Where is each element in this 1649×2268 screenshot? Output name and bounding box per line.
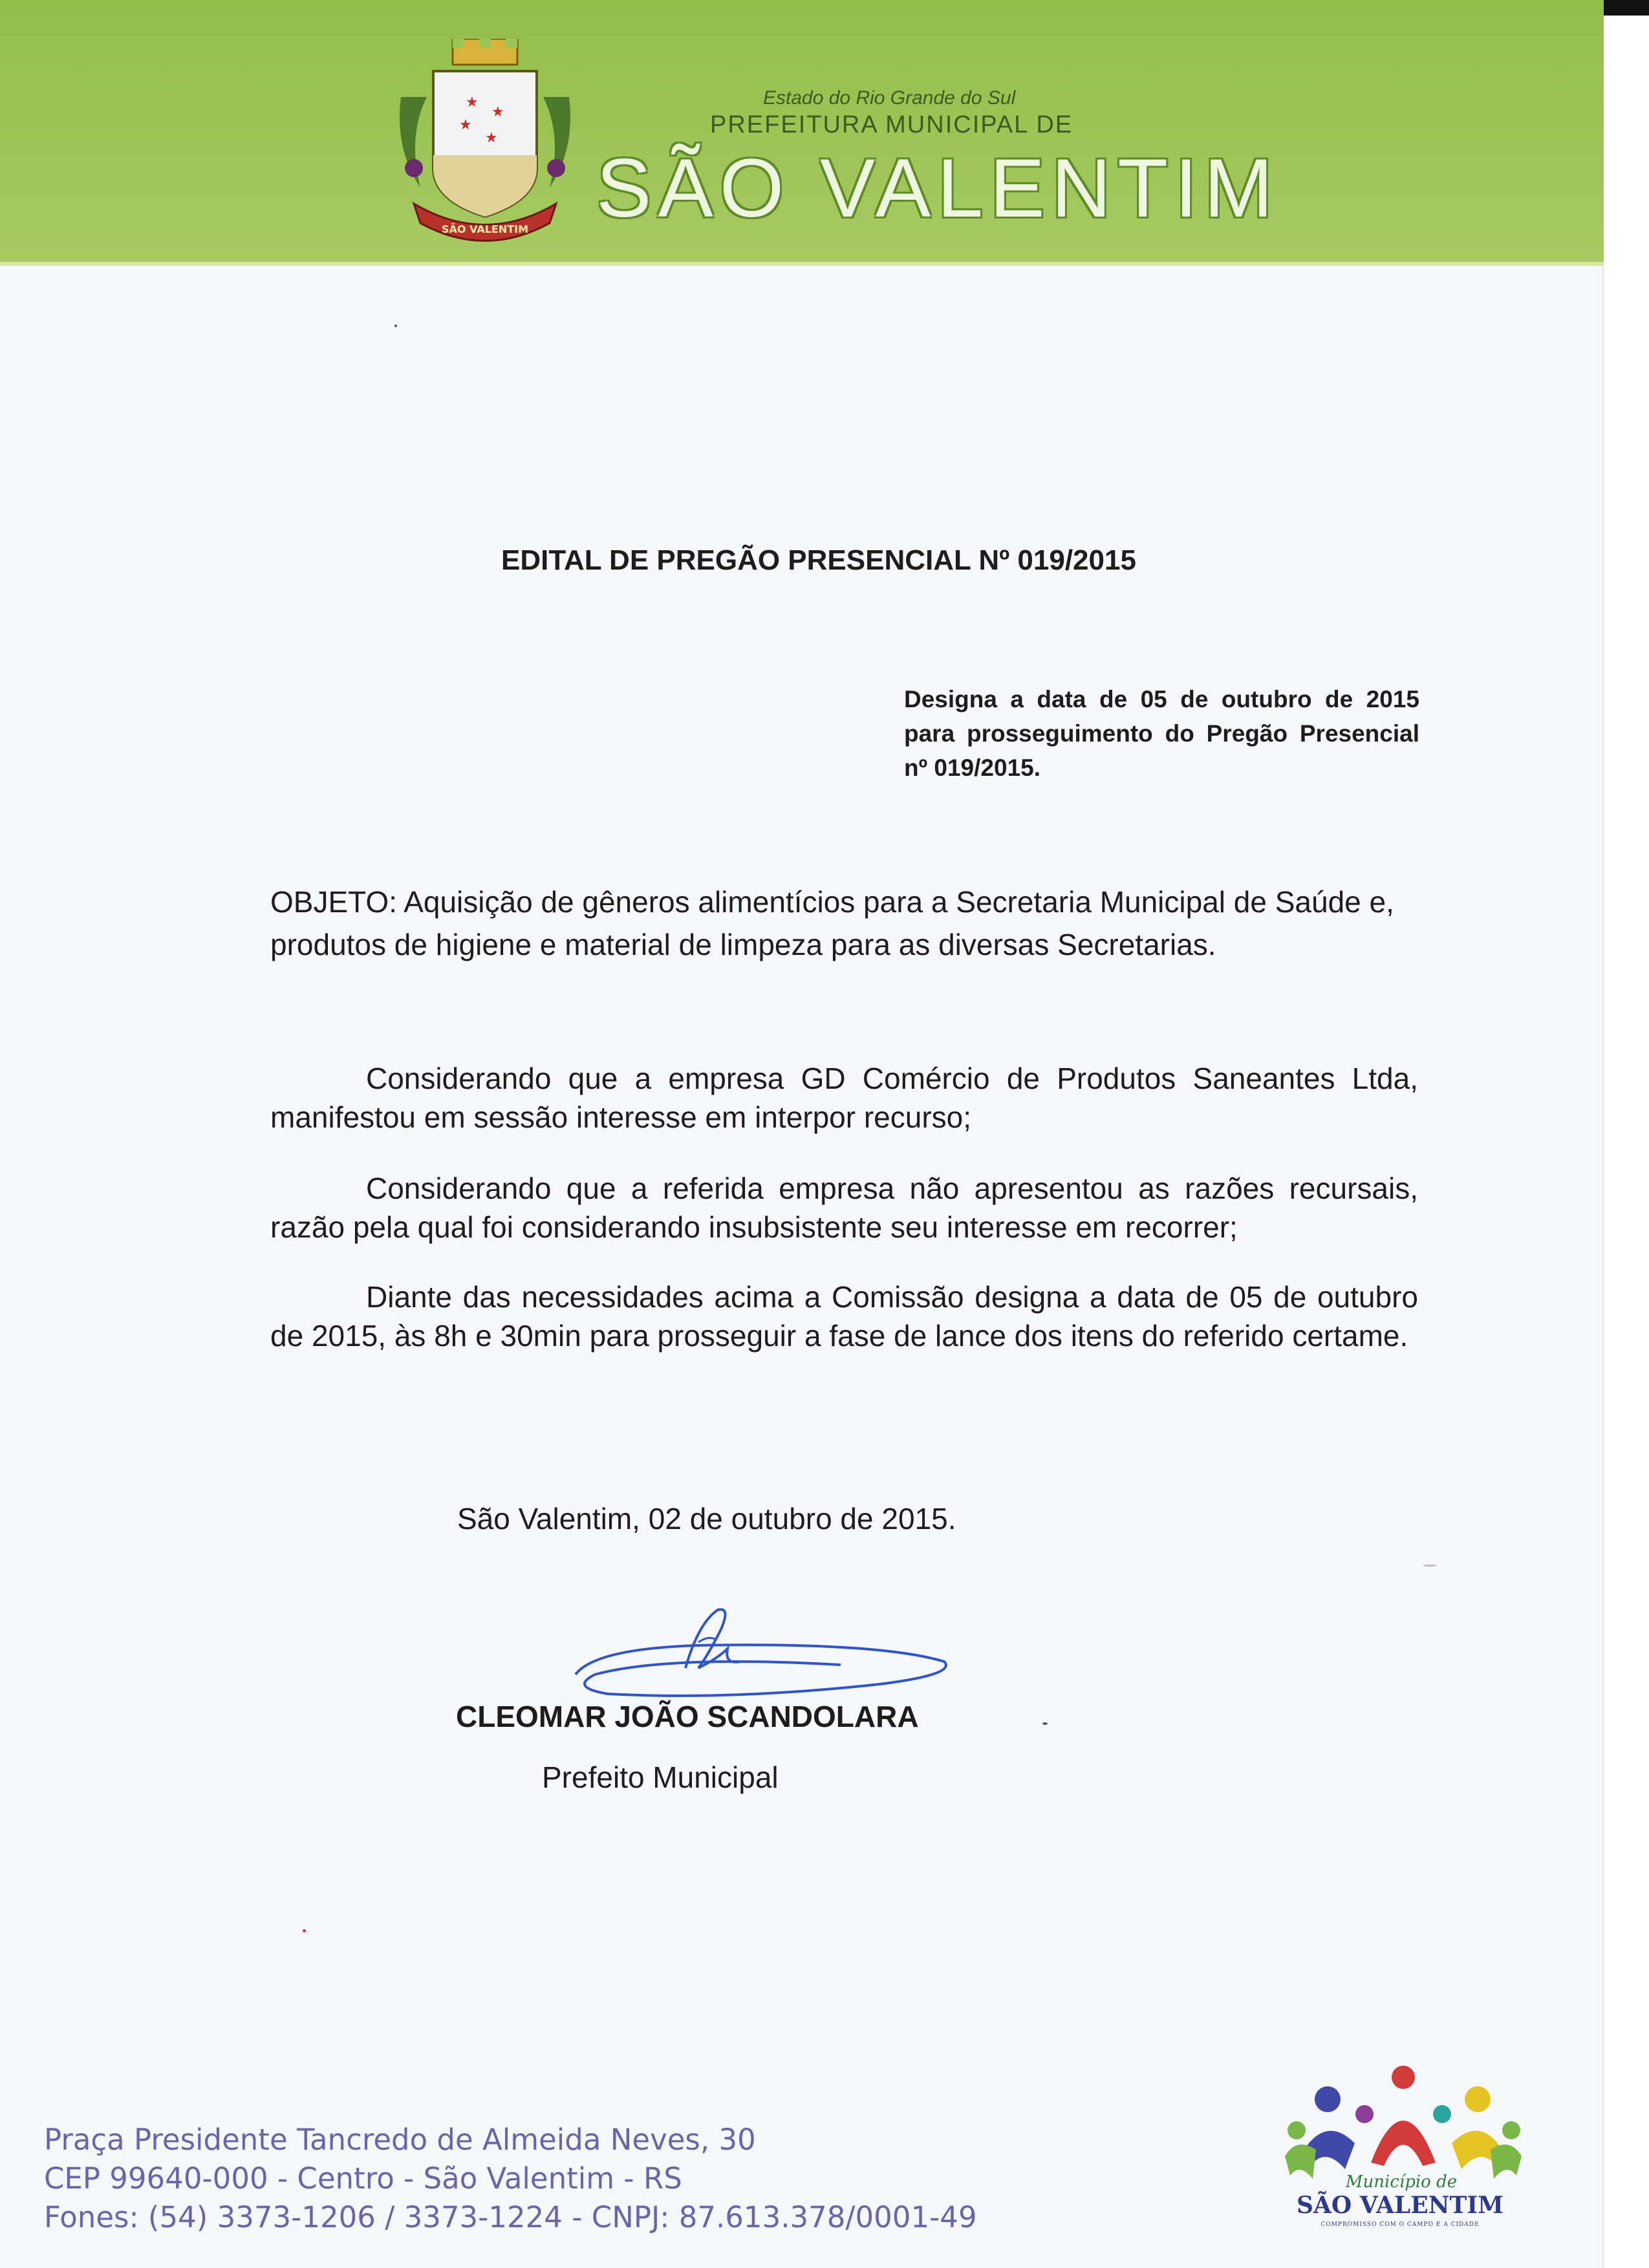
page-edge — [1602, 0, 1649, 2268]
footer-contacts: Fones: (54) 3373-1206 / 3373-1224 - CNPJ: 87.613.378/0001-49 — [44, 2200, 977, 2234]
scan-speck — [394, 325, 397, 327]
page-edge-shadow — [1604, 0, 1649, 16]
svg-text:SÃO VALENTIM: SÃO VALENTIM — [441, 223, 529, 235]
footer-address: Praça Presidente Tancredo de Almeida Neves, 30 — [44, 2123, 756, 2157]
paragraph-1: Considerando que a empresa GD Comércio de Produtos Saneantes Ltda, manifestou em sessão interesse em interpor recurso; — [270, 1062, 1418, 1134]
coat-of-arms-emblem — [388, 39, 582, 246]
letterhead-banner — [0, 0, 1604, 266]
paragraph-3: Diante das necessidades acima a Comissão designa a data de 05 de outubro de 2015, às 8h e 30min para prosseguir a fase de lance dos itens do referido certame. — [270, 1280, 1418, 1353]
document-title: EDITAL DE PREGÃO PRESENCIAL Nº 019/2015 — [501, 544, 1136, 576]
paragraph-2: Considerando que a referida empresa não apresentou as razões recursais, razão pela qual foi considerando insubsistente seu interesse em recorrer; — [270, 1171, 1418, 1244]
footer-contact-block — [44, 2121, 977, 2237]
svg-text:★: ★ — [491, 103, 504, 120]
place-date: São Valentim, 02 de outubro de 2015. — [457, 1502, 956, 1535]
city-title: SÃO VALENTIM — [596, 142, 1280, 235]
footer-cep: CEP 99640-000 - Centro - São Valentim - RS — [44, 2161, 682, 2196]
svg-text:★: ★ — [466, 94, 479, 110]
prefecture-label: PREFEITURA MUNICIPAL DE — [710, 111, 1073, 138]
svg-text:★: ★ — [485, 129, 498, 145]
signer-name: CLEOMAR JOÃO SCANDOLARA — [456, 1700, 919, 1733]
handwritten-signature — [569, 1603, 957, 1713]
logo-tagline: COMPROMISSO COM O CAMPO E A CIDADE — [1320, 2221, 1480, 2228]
signer-role: Prefeito Municipal — [542, 1760, 779, 1794]
state-name: Estado do Rio Grande do Sul — [763, 87, 1016, 109]
logo-name: SÃO VALENTIM — [1296, 2192, 1504, 2219]
scan-speck — [303, 1929, 306, 1932]
document-summary: Designa a data de 05 de outubro de 2015 para prosseguimento do Pregão Presencial nº 019/2015. — [904, 686, 1419, 781]
scan-speck — [1042, 1722, 1048, 1725]
svg-text:★: ★ — [459, 116, 472, 133]
scan-speck — [1423, 1565, 1437, 1567]
logo-subtitle: Município de — [1345, 2172, 1458, 2192]
object-statement: OBJETO: Aquisição de gêneros alimentícios para a Secretaria Municipal de Saúde e, produtos de higiene e material de limpeza para as diversas Secretarias. — [270, 885, 1394, 961]
